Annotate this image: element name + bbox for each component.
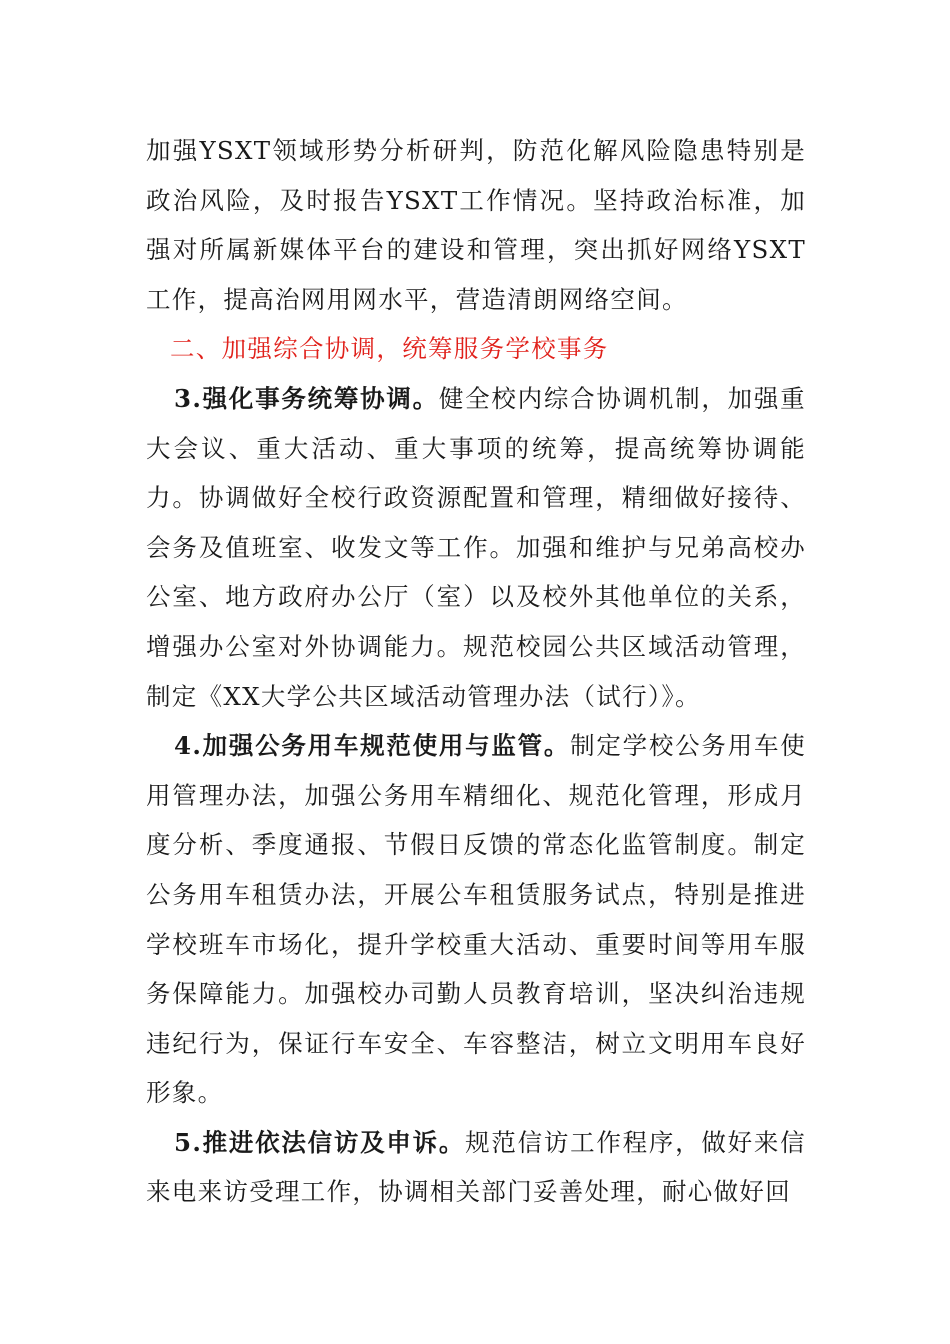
paragraph-ysxt-text: 加强YSXT领域形势分析研判，防范化解风险隐患特别是政治风险，及时报告YSXT工作情况。坚持政治标准，加强对所属新媒体平台的建设和管理，突出抓好网络YSXT工作，提高治网用网水平，营造清朗网络空间。 [146, 136, 806, 314]
section-heading-2-text: 二、加强综合协调，统筹服务学校事务 [170, 334, 609, 364]
item-3-lead: 3.强化事务统筹协调。 [174, 383, 439, 413]
item-4-body: 制定学校公务用车使用管理办法，加强公务用车精细化、规范化管理，形成月度分析、季度通报、节假日反馈的常态化监管制度。制定公务用车租赁办法，开展公车租赁服务试点，特别是推进学校班车市场化，提升学校重大活动、重要时间等用车服务保障能力。加强校办司勤人员教育培训，坚决纠治违规违纪行为，保证行车安全、车容整洁，树立文明用车良好形象。 [146, 731, 806, 1108]
item-5-body: 规范信访工作程序，做好来信来电来访受理工作，协调相关部门妥善处理，耐心做好回 [146, 1127, 806, 1207]
item-3-body: 健全校内综合协调机制，加强重大会议、重大活动、重大事项的统筹，提高统筹协调能力。协调做好全校行政资源配置和管理，精细做好接待、会务及值班室、收发文等工作。加强和维护与兄弟高校办公室、地方政府办公厅（室）以及校外其他单位的关系，增强办公室对外协调能力。规范校园公共区域活动管理，制定《XX大学公共区域活动管理办法（试行）》。 [146, 383, 806, 711]
item-3-paragraph [146, 374, 806, 721]
item-4-paragraph [146, 721, 806, 1118]
document-body [146, 126, 806, 1217]
paragraph-ysxt [146, 126, 806, 324]
item-5-lead: 5.推进依法信访及申诉。 [174, 1127, 466, 1157]
section-heading-2 [146, 324, 806, 374]
item-5-paragraph [146, 1118, 806, 1217]
item-4-lead: 4.加强公务用车规范使用与监管。 [174, 731, 571, 761]
